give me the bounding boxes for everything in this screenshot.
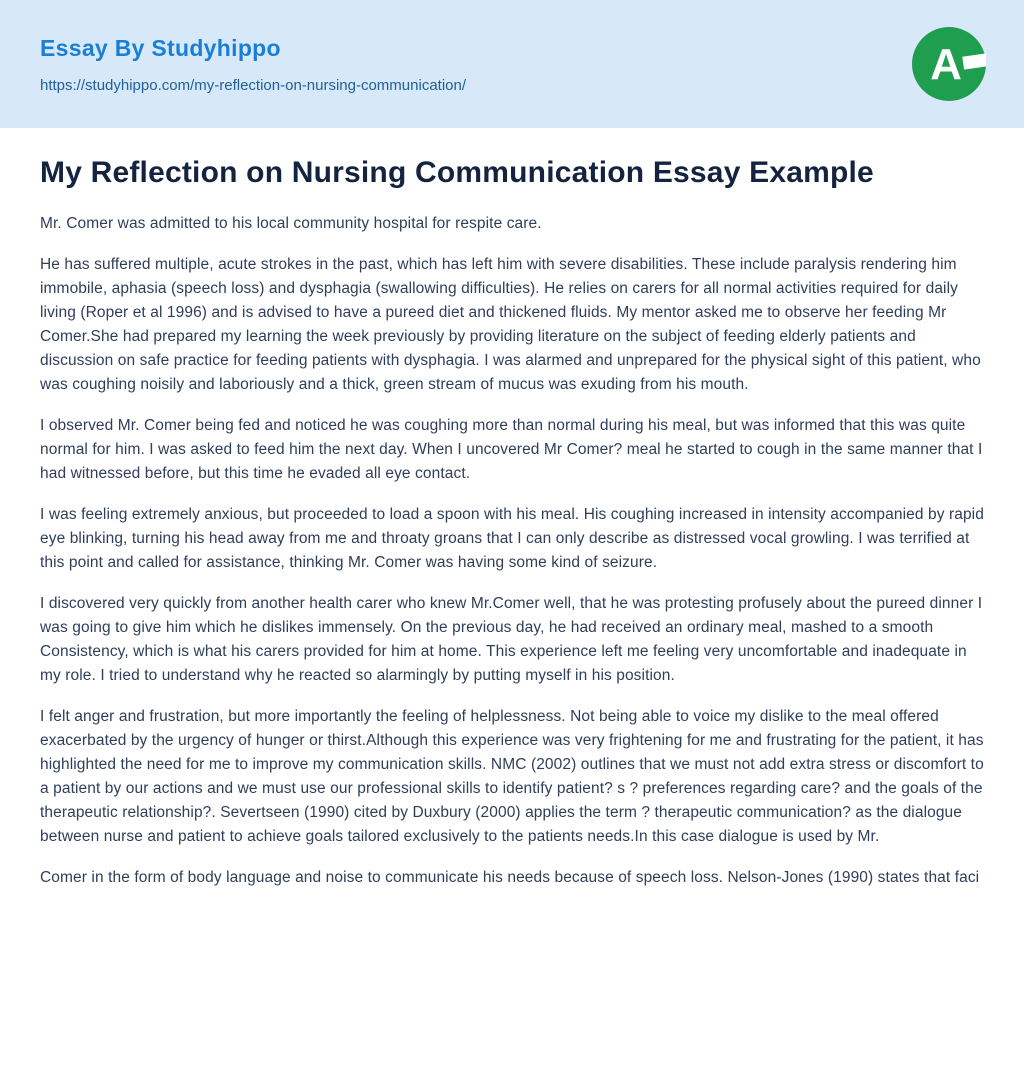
logo-letter: A — [930, 40, 962, 89]
site-header — [0, 0, 1024, 128]
article-paragraph: Comer in the form of body language and noise to communicate his needs because of speech loss. Nelson-Jones (1990) states that faci — [40, 868, 980, 886]
article-url-link[interactable]: https://studyhippo.com/my-reflection-on-nursing-communication/ — [40, 76, 467, 94]
article-paragraph: Mr. Comer was admitted to his local community hospital for respite care. — [40, 214, 542, 232]
article-title: My Reflection on Nursing Communication Essay Example — [40, 156, 874, 189]
studyhippo-logo-icon — [912, 27, 986, 101]
header-text-block — [40, 35, 466, 94]
article-paragraph: He has suffered multiple, acute strokes in the past, which has left him with severe disabilities. These include paralysis rendering him immobile, aphasia (speech loss) and dysphagia (swallowing difficulties). He relies on carers for all normal activities required for daily living (Roper et al 1996) and is advised to have a pureed diet and thickened fluids. My mentor asked me to observe her feeding Mr Comer.She had prepared my learning the week previously by providing literature on the subject of feeding elderly patients and discussion on safe practice for feeding patients with dysphagia. I was alarmed and unprepared for the physical sight of this patient, who was coughing noisily and laboriously and a thick, green stream of mucus was exuding from his mouth. — [40, 255, 981, 393]
article-paragraph: I observed Mr. Comer being fed and noticed he was coughing more than normal during his meal, but was informed that this was quite normal for him. I was asked to feed him the next day. When I uncovered Mr Comer? meal he started to cough in the same manner that I had witnessed before, but this time he evaded all eye contact. — [40, 416, 983, 482]
article-paragraph: I discovered very quickly from another health carer who knew Mr.Comer well, that he was protesting profusely about the pureed dinner I was going to give him which he dislikes immensely. On the previous day, he had received an ordinary meal, mashed to a smooth Consistency, which is what his carers provided for him at home. This experience left me feeling very uncomfortable and inadequate in my role. I tried to understand why he reacted so alarmingly by putting myself in his position. — [40, 594, 983, 684]
article-paragraph: I was feeling extremely anxious, but proceeded to load a spoon with his meal. His coughing increased in intensity accompanied by rapid eye blinking, turning his head away from me and throaty groans that I can only describe as distressed vocal growling. I was terrified at this point and called for assistance, thinking Mr. Comer was having some kind of seizure. — [40, 505, 984, 571]
site-name: Essay By Studyhippo — [40, 34, 281, 61]
article-paragraph: I felt anger and frustration, but more importantly the feeling of helplessness. Not being able to voice my dislike to the meal offered exacerbated by the urgency of hunger or thirst.Although this experience was very frightening for me and frustrating for the patient, it has highlighted the need for me to improve my communication skills. NMC (2002) outlines that we must not add extra stress or discomfort to a patient by our actions and we must use our professional skills to identify patient? s ? preferences regarding care? and the goals of the therapeutic relationship?. Severtseen (1990) cited by Duxbury (2000) applies the term ? therapeutic communication? as the dialogue between nurse and patient to achieve goals tailored exclusively to the patients needs.In this case dialogue is used by Mr. — [40, 707, 984, 845]
article-content — [0, 128, 1024, 890]
